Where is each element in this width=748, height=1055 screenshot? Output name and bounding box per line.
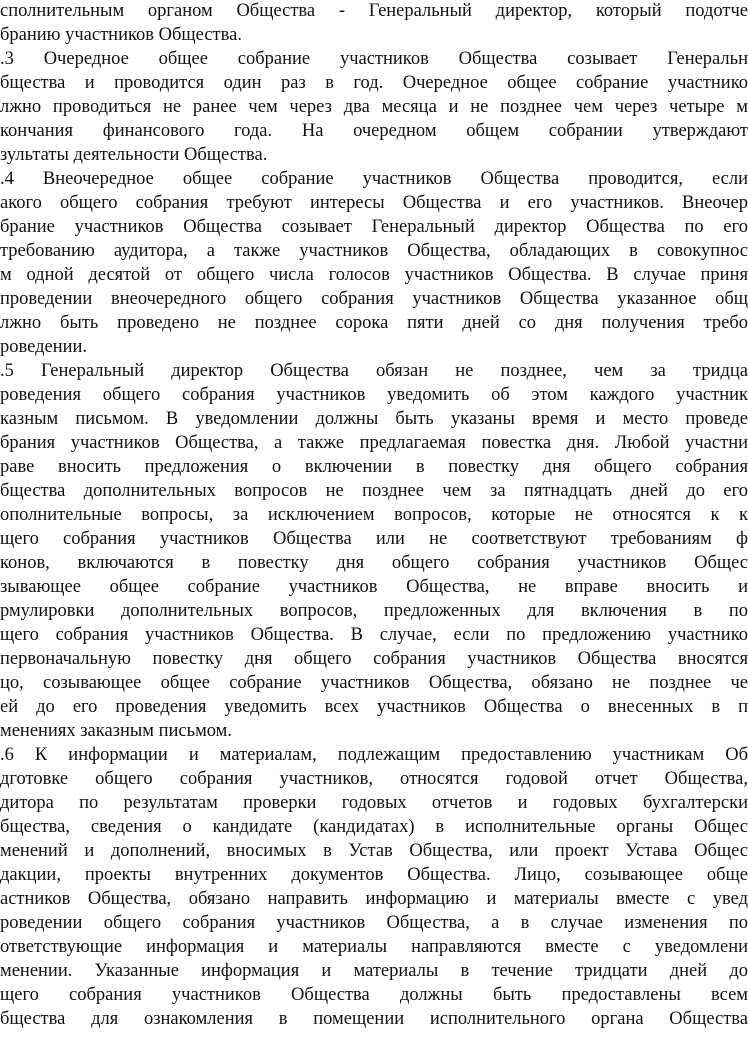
document-line: щего собрания участников Общества должны быть предоставлены всем	[0, 985, 748, 1005]
document-line: лжно проводиться не ранее чем через два месяца и не позднее чем через четыре м	[0, 97, 748, 117]
document-line: бщества, сведения о кандидате (кандидатах) в исполнительные органы Общес	[0, 817, 748, 837]
document-line: менений и дополнений, вносимых в Устав Общества, или проект Устава Общес	[0, 841, 748, 861]
document-line: м одной десятой от общего числа голосов участников Общества. В случае приня	[0, 265, 748, 285]
document-line: бщества и проводится один раз в год. Очередное общее собрание участнико	[0, 73, 748, 93]
document-line: бранию участников Общества.	[0, 25, 242, 45]
document-line: акого общего собрания требуют интересы Общества и его участников. Внеочер	[0, 193, 748, 213]
document-line: щего собрания участников Общества или не соответствуют требованиям ф	[0, 529, 748, 549]
document-line: конов, включаются в повестку дня общего собрания участников Общес	[0, 553, 748, 573]
document-line: казным письмом. В уведомлении должны быть указаны время и место проведе	[0, 409, 748, 429]
document-line: менениях заказным письмом.	[0, 721, 233, 741]
document-line: .6 К информации и материалам, подлежащим предоставлению участникам Об	[0, 745, 748, 765]
document-line: дитора по результатам проверки годовых отчетов и годовых бухгалтерски	[0, 793, 748, 813]
document-line: ответствующие информация и материалы направляются вместе с уведомлени	[0, 937, 748, 957]
document-line: проведении внеочередного общего собрания участников Общества указанное общ	[0, 289, 748, 309]
document-line: первоначальную повестку дня общего собрания участников Общества вносятся	[0, 649, 748, 669]
document-line: бщества для ознакомления в помещении исполнительного органа Общества	[0, 1009, 748, 1029]
document-line: зывающее общее собрание участников Общества, не вправе вносить и	[0, 577, 748, 597]
document-line: роведении.	[0, 337, 88, 357]
document-line: бщества дополнительных вопросов не позднее чем за пятнадцать дней до его	[0, 481, 748, 501]
document-line: щего собрания участников Общества. В случае, если по предложению участнико	[0, 625, 748, 645]
document-line: раве вносить предложения о включении в повестку дня общего собрания	[0, 457, 748, 477]
document-line: менении. Указанные информация и материалы в течение тридцати дней до	[0, 961, 748, 981]
document-line: роведении общего собрания участников Общества, а в случае изменения по	[0, 913, 748, 933]
document-line: требованию аудитора, а также участников Общества, обладающих в совокупнос	[0, 241, 748, 261]
document-line: брание участников Общества созывает Генеральный директор Общества по его	[0, 217, 748, 237]
document-line: сполнительным органом Общества - Генеральный директор, который подотче	[0, 1, 748, 21]
document-line: зультаты деятельности Общества.	[0, 145, 268, 165]
document-line: .4 Внеочередное общее собрание участников Общества проводится, если	[0, 169, 748, 189]
document-line: ополнительные вопросы, за исключением вопросов, которые не относятся к к	[0, 505, 748, 525]
document-line: рмулировки дополнительных вопросов, предложенных для включения в по	[0, 601, 748, 621]
document-line: астников Общества, обязано направить информацию и материалы вместе с увед	[0, 889, 748, 909]
document-line: брания участников Общества, а также предлагаемая повестка дня. Любой участни	[0, 433, 748, 453]
document-line: дготовке общего собрания участников, относятся годовой отчет Общества,	[0, 769, 748, 789]
document-line: роведения общего собрания участников уведомить об этом каждого участник	[0, 385, 748, 405]
document-line: ей до его проведения уведомить всех участников Общества о внесенных в п	[0, 697, 748, 717]
document-line: .5 Генеральный директор Общества обязан не позднее, чем за тридца	[0, 361, 748, 381]
document-line: .3 Очередное общее собрание участников Общества созывает Генеральн	[0, 49, 748, 69]
document-line: лжно быть проведено не позднее сорока пяти дней со дня получения требо	[0, 313, 748, 333]
document-line: кончания финансового года. На очередном общем собрании утверждают	[0, 121, 748, 141]
document-line: дакции, проекты внутренних документов Общества. Лицо, созывающее обще	[0, 865, 748, 885]
document-line: цо, созывающее общее собрание участников Общества, обязано не позднее че	[0, 673, 748, 693]
